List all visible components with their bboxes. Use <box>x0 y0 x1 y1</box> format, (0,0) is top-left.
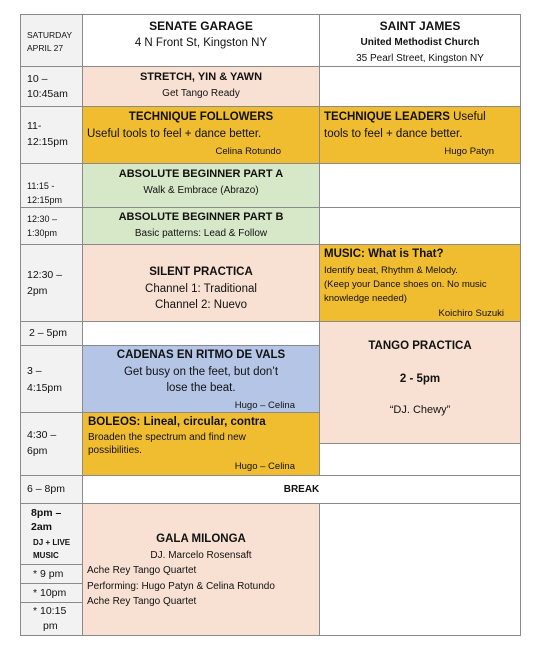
time-end: 10:45am <box>27 88 68 100</box>
gala-dj: DJ. Marcelo Rosensaft <box>150 550 252 561</box>
time-cell <box>20 503 83 565</box>
event-stretch <box>82 66 320 107</box>
time-start: 12:30 – <box>27 214 58 224</box>
time-cell <box>20 602 83 636</box>
event-title: BOLEOS: Lineal, circular, contra <box>88 416 266 428</box>
break-label: BREAK <box>283 484 320 495</box>
time-end: 4:15pm <box>27 382 63 394</box>
event-title: SILENT PRACTICA <box>149 266 253 278</box>
time-cell <box>20 163 83 208</box>
time-point: * 9 pm <box>33 568 64 580</box>
time-note: MUSIC <box>33 551 59 560</box>
day-label: SATURDAY <box>27 30 73 40</box>
event-time: 2 - 5pm <box>399 373 441 385</box>
event-title: STRETCH, YIN & YAWN <box>139 71 263 83</box>
time-cell <box>20 321 83 346</box>
event-instructor: Koichiro Suzuki <box>438 308 504 319</box>
event-channel-2: Channel 2: Nuevo <box>154 299 248 311</box>
event-beginner-b <box>82 207 320 245</box>
event-instructor: Hugo Patyn <box>444 146 494 157</box>
time-start: 12:30 – <box>27 269 63 281</box>
time-cell <box>20 345 83 413</box>
time-range: 2 – 5pm <box>29 327 67 339</box>
time-cell <box>20 564 83 584</box>
empty-cell <box>319 163 521 208</box>
time-range: 6 – 8pm <box>27 483 65 495</box>
event-instructor: Hugo – Celina <box>234 461 295 472</box>
empty-cell <box>319 443 521 476</box>
gala-line: Ache Rey Tango Quartet <box>87 565 197 576</box>
event-instructor: Celina Rotundo <box>215 146 281 157</box>
event-dj: “DJ. Chewy” <box>389 404 451 416</box>
event-desc-start: Useful <box>449 111 486 123</box>
time-cell <box>20 207 83 245</box>
event-title-line <box>324 111 520 123</box>
gala-line: Performing: Hugo Patyn & Celina Rotundo <box>87 581 275 592</box>
time-start: 3 – <box>27 365 42 377</box>
time-end: 1:30pm <box>27 228 58 238</box>
event-title: ABSOLUTE BEGINNER PART B <box>118 211 284 223</box>
date-label: APRIL 27 <box>27 43 64 53</box>
event-title: MUSIC: What is That? <box>324 248 444 260</box>
event-desc-line: Get busy on the feet, but don’t <box>123 366 279 378</box>
event-desc-line: knowledge needed) <box>324 293 407 304</box>
time-point: * 10:15 <box>33 605 67 617</box>
venue2-subtitle: United Methodist Church <box>360 37 480 48</box>
venue1-name: SENATE GARAGE <box>149 19 253 33</box>
event-beginner-a <box>82 163 320 208</box>
event-desc: Basic patterns: Lead & Follow <box>134 228 268 239</box>
event-desc-line: Broaden the spectrum and find new <box>88 432 246 443</box>
event-title: TECHNIQUE LEADERS <box>324 111 450 123</box>
venue2-address: 35 Pearl Street, Kingston NY <box>356 53 484 64</box>
time-start: 11- <box>27 120 42 132</box>
event-title: TECHNIQUE FOLLOWERS <box>128 111 274 123</box>
empty-cell <box>319 503 521 636</box>
event-desc-line: (Keep your Dance shoes on. No music <box>324 279 487 290</box>
event-desc: Walk & Embrace (Abrazo) <box>143 185 259 196</box>
time-start: 4:30 – <box>27 429 57 441</box>
time-start: 10 – <box>27 73 48 85</box>
empty-cell <box>319 66 521 107</box>
time-end: 12:15pm <box>27 195 63 205</box>
event-technique-followers <box>82 106 320 164</box>
event-desc: Get Tango Ready <box>162 88 240 99</box>
event-instructor: Hugo – Celina <box>234 400 295 411</box>
time-point: pm <box>43 620 58 632</box>
time-cell <box>20 66 83 107</box>
venue-senate-garage <box>82 14 320 67</box>
time-cell <box>20 412 83 476</box>
venue2-name: SAINT JAMES <box>379 19 461 33</box>
event-desc-line: lose the beat. <box>166 382 236 394</box>
venue-saint-james <box>319 14 521 67</box>
event-gala-milonga <box>82 503 320 636</box>
day-cell <box>20 14 83 67</box>
time-start: 8pm – <box>31 507 62 519</box>
event-break <box>82 475 521 504</box>
event-title: GALA MILONGA <box>156 533 246 545</box>
event-desc: tools to feel + dance better. <box>324 128 463 140</box>
event-boleos <box>82 412 320 476</box>
time-cell <box>20 583 83 603</box>
event-technique-leaders <box>319 106 521 164</box>
event-channel-1: Channel 1: Traditional <box>145 283 257 295</box>
time-cell <box>20 106 83 164</box>
event-cadenas <box>82 345 320 413</box>
event-desc-line: Identify beat, Rhythm & Melody. <box>324 265 458 276</box>
event-title: CADENAS EN RITMO DE VALS <box>116 349 286 361</box>
time-end: 2pm <box>27 285 48 297</box>
empty-cell <box>319 207 521 245</box>
event-silent-practica <box>82 244 320 322</box>
time-end: 6pm <box>27 445 48 457</box>
time-cell <box>20 244 83 322</box>
gala-line: Ache Rey Tango Quartet <box>87 596 197 607</box>
venue1-address: 4 N Front St, Kingston NY <box>134 37 268 49</box>
time-end: 2am <box>31 521 53 533</box>
event-music <box>319 244 521 322</box>
time-start: 11:15 - <box>27 181 55 191</box>
time-note: DJ + LIVE <box>33 538 71 547</box>
empty-cell <box>82 321 320 346</box>
time-point: * 10pm <box>33 587 67 599</box>
event-desc: Useful tools to feel + dance better. <box>87 128 262 140</box>
event-title: ABSOLUTE BEGINNER PART A <box>118 168 284 180</box>
time-cell <box>20 475 83 504</box>
event-title: TANGO PRACTICA <box>368 340 472 352</box>
time-end: 12:15pm <box>27 136 68 148</box>
event-tango-practica <box>319 321 521 444</box>
event-desc-line: possibilities. <box>88 445 142 456</box>
